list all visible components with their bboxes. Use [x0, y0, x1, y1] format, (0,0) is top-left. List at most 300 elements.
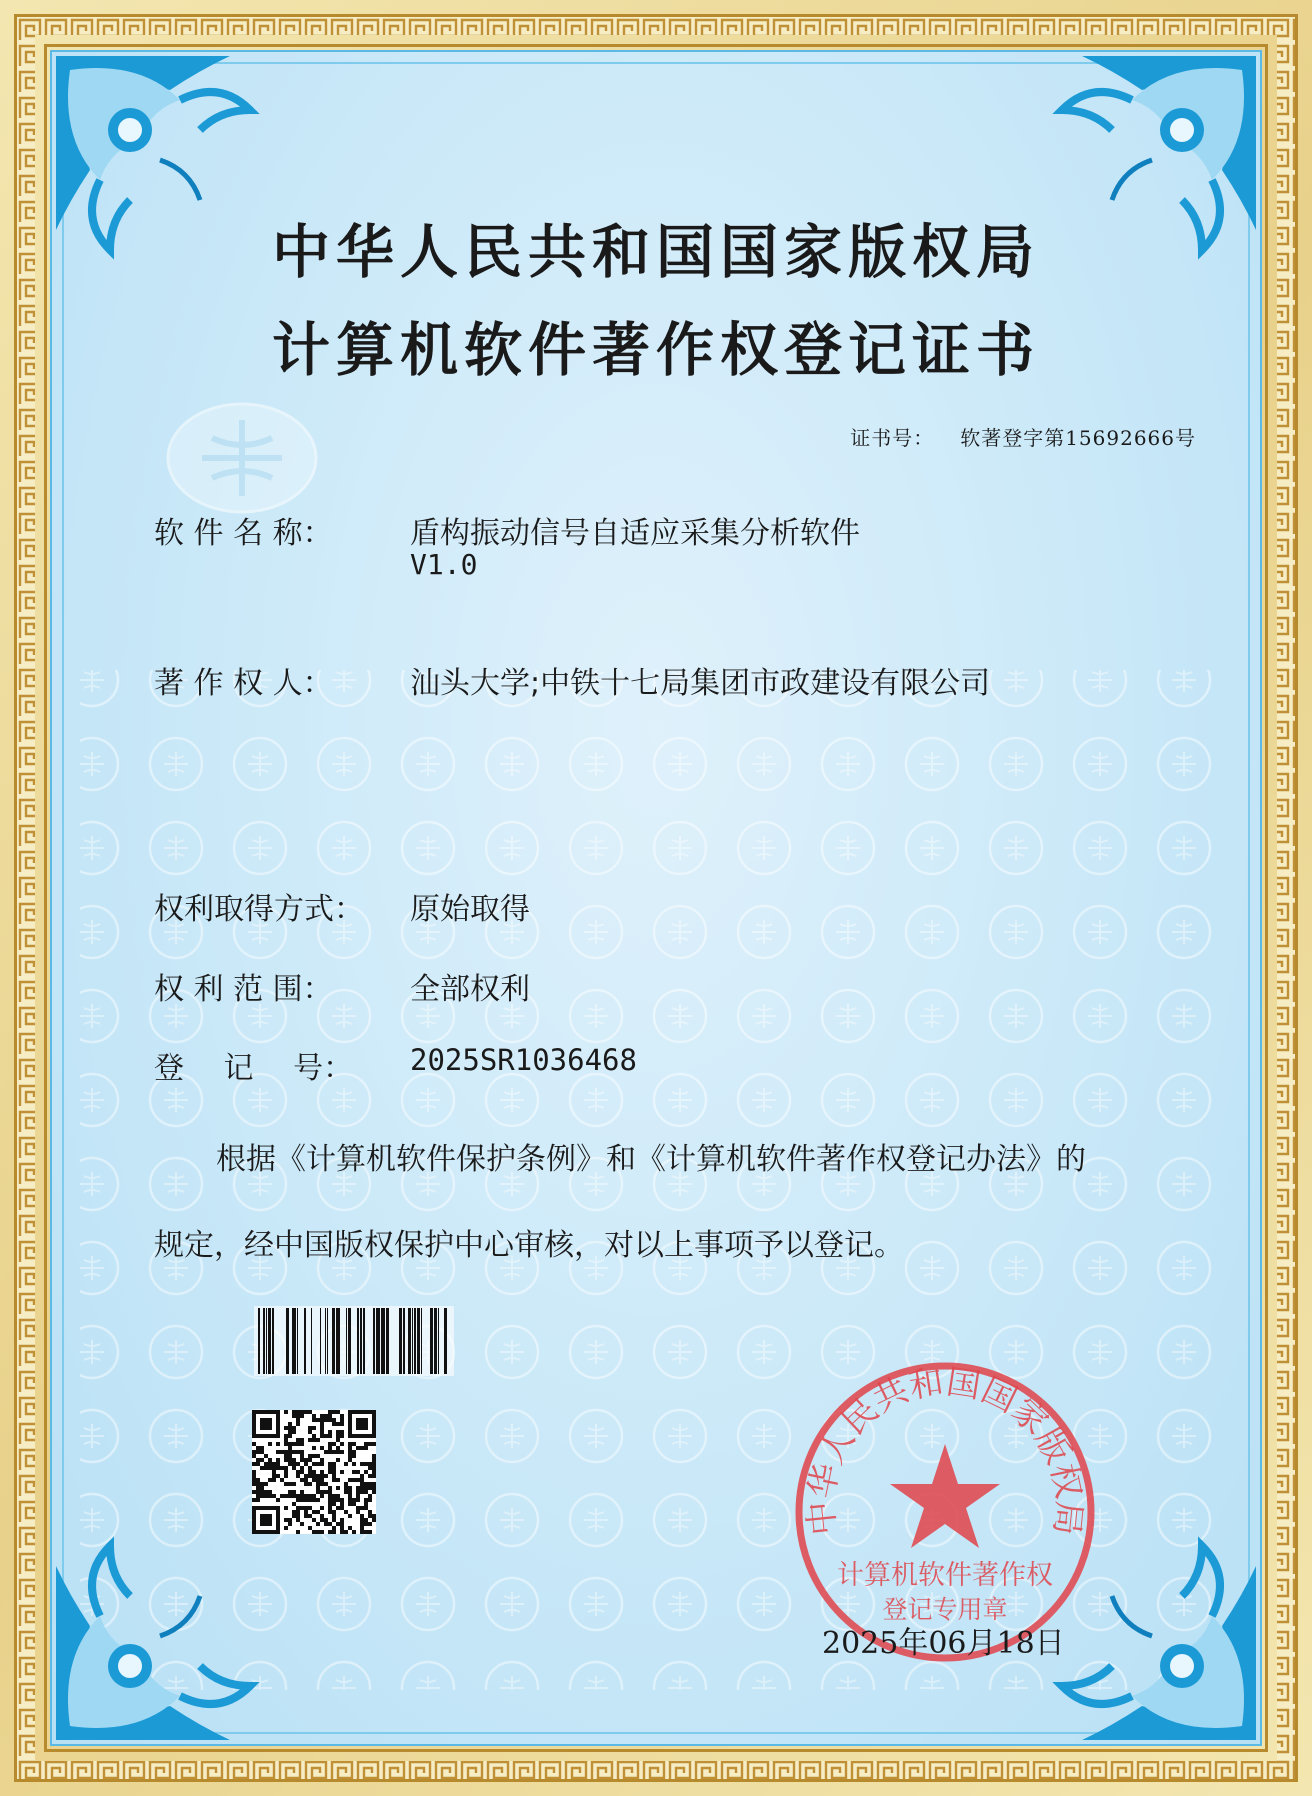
qr-cell: [340, 1506, 344, 1510]
qr-cell: [348, 1502, 352, 1506]
qr-cell: [308, 1410, 312, 1414]
qr-cell: [340, 1502, 344, 1506]
qr-cell: [256, 1450, 260, 1454]
qr-cell: [308, 1506, 312, 1510]
qr-cell: [368, 1442, 372, 1446]
qr-cell: [352, 1462, 356, 1466]
qr-cell: [304, 1482, 308, 1486]
qr-cell: [336, 1494, 340, 1498]
qr-cell: [340, 1442, 344, 1446]
qr-cell: [360, 1526, 364, 1530]
qr-cell: [304, 1458, 308, 1462]
qr-cell: [372, 1454, 376, 1458]
barcode-bar: [360, 1308, 362, 1374]
qr-cell: [328, 1466, 332, 1470]
qr-cell: [372, 1482, 376, 1486]
qr-cell: [308, 1498, 312, 1502]
qr-cell: [256, 1482, 260, 1486]
field-value: 原始取得: [410, 892, 530, 927]
qr-cell: [332, 1518, 336, 1522]
qr-cell: [360, 1514, 364, 1518]
qr-cell: [312, 1510, 316, 1514]
qr-cell: [272, 1462, 276, 1466]
field-value: 汕头大学;中铁十七局集团市政建设有限公司: [410, 666, 991, 701]
qr-cell: [288, 1494, 292, 1498]
qr-cell: [252, 1490, 256, 1494]
barcode-bar: [381, 1308, 385, 1374]
barcode-bar: [268, 1308, 271, 1374]
qr-cell: [344, 1462, 348, 1466]
barcode-bar: [376, 1308, 380, 1374]
barcode-bar: [363, 1308, 365, 1374]
qr-cell: [272, 1466, 276, 1470]
qr-cell: [348, 1454, 352, 1458]
qr-cell: [288, 1446, 292, 1450]
qr-cell: [288, 1450, 292, 1454]
qr-cell: [320, 1506, 324, 1510]
qr-cell: [256, 1498, 260, 1502]
qr-cell: [260, 1482, 264, 1486]
qr-cell: [288, 1518, 292, 1522]
qr-cell: [352, 1502, 356, 1506]
qr-cell: [360, 1506, 364, 1510]
qr-cell: [312, 1434, 316, 1438]
barcode-bar: [373, 1308, 375, 1374]
qr-cell: [360, 1482, 364, 1486]
qr-cell: [256, 1458, 260, 1462]
qr-cell: [296, 1418, 300, 1422]
field-value: 2025SR1036468: [410, 1043, 637, 1077]
qr-cell: [356, 1486, 360, 1490]
qr-cell: [328, 1430, 332, 1434]
qr-cell: [252, 1462, 256, 1466]
qr-cell: [316, 1474, 320, 1478]
qr-cell: [344, 1510, 348, 1514]
qr-cell: [336, 1498, 340, 1502]
field-value: 盾构振动信号自适应采集分析软件: [410, 516, 860, 551]
barcode-bar: [403, 1308, 405, 1374]
qr-cell: [336, 1410, 340, 1414]
qr-cell: [316, 1522, 320, 1526]
qr-cell: [340, 1526, 344, 1530]
qr-cell: [312, 1470, 316, 1474]
qr-cell: [340, 1530, 344, 1534]
barcode-bar: [311, 1308, 312, 1374]
qr-cell: [320, 1470, 324, 1474]
qr-cell: [372, 1514, 376, 1518]
qr-cell: [340, 1450, 344, 1454]
qr-cell: [312, 1454, 316, 1458]
qr-cell: [360, 1478, 364, 1482]
qr-cell: [268, 1490, 272, 1494]
qr-cell: [316, 1490, 320, 1494]
qr-cell: [372, 1442, 376, 1446]
qr-cell: [296, 1506, 300, 1510]
qr-cell: [260, 1486, 264, 1490]
qr-cell: [288, 1426, 292, 1430]
qr-cell: [328, 1418, 332, 1422]
qr-cell: [284, 1518, 288, 1522]
qr-cell: [308, 1494, 312, 1498]
barcode-bar: [408, 1308, 411, 1374]
qr-cell: [280, 1494, 284, 1498]
qr-cell: [308, 1474, 312, 1478]
qr-cell: [252, 1470, 256, 1474]
qr-cell: [332, 1478, 336, 1482]
qr-cell: [276, 1474, 280, 1478]
qr-cell: [324, 1418, 328, 1422]
qr-cell: [296, 1438, 300, 1442]
qr-cell: [268, 1458, 272, 1462]
barcode-bar: [412, 1308, 413, 1374]
qr-cell: [368, 1530, 372, 1534]
qr-cell: [308, 1526, 312, 1530]
qr-cell: [364, 1490, 368, 1494]
qr-cell: [288, 1442, 292, 1446]
qr-cell: [272, 1470, 276, 1474]
qr-cell: [364, 1522, 368, 1526]
qr-cell: [348, 1514, 352, 1518]
qr-cell: [304, 1494, 308, 1498]
qr-cell: [332, 1530, 336, 1534]
qr-cell: [364, 1442, 368, 1446]
qr-cell: [292, 1510, 296, 1514]
qr-cell: [264, 1482, 268, 1486]
qr-cell: [368, 1482, 372, 1486]
qr-cell: [268, 1466, 272, 1470]
qr-cell: [332, 1466, 336, 1470]
qr-cell: [348, 1478, 352, 1482]
qr-cell: [356, 1470, 360, 1474]
qr-cell: [364, 1498, 368, 1502]
qr-cell: [264, 1490, 268, 1494]
qr-cell: [348, 1526, 352, 1530]
qr-cell: [316, 1530, 320, 1534]
qr-cell: [296, 1422, 300, 1426]
qr-cell: [320, 1418, 324, 1422]
qr-cell: [372, 1458, 376, 1462]
qr-cell: [372, 1466, 376, 1470]
qr-cell: [292, 1466, 296, 1470]
qr-cell: [260, 1466, 264, 1470]
qr-cell: [352, 1442, 356, 1446]
barcode-bar: [258, 1308, 260, 1374]
qr-cell: [372, 1470, 376, 1474]
qr-cell: [304, 1478, 308, 1482]
qr-cell: [356, 1510, 360, 1514]
qr-cell: [280, 1466, 284, 1470]
qr-cell: [284, 1482, 288, 1486]
qr-cell: [292, 1414, 296, 1418]
qr-cell: [296, 1470, 300, 1474]
qr-cell: [284, 1450, 288, 1454]
qr-cell: [260, 1458, 264, 1462]
qr-cell: [292, 1450, 296, 1454]
qr-cell: [296, 1414, 300, 1418]
qr-cell: [304, 1506, 308, 1510]
statement-line2: 规定，经中国版权保护中心审核，对以上事项予以登记。: [154, 1228, 904, 1263]
qr-cell: [312, 1494, 316, 1498]
qr-cell: [308, 1426, 312, 1430]
qr-cell: [328, 1494, 332, 1498]
qr-cell: [300, 1458, 304, 1462]
qr-cell: [320, 1518, 324, 1522]
qr-cell: [252, 1450, 256, 1454]
qr-cell: [308, 1458, 312, 1462]
qr-cell: [308, 1438, 312, 1442]
qr-cell: [300, 1450, 304, 1454]
qr-cell: [284, 1426, 288, 1430]
qr-cell: [304, 1410, 308, 1414]
qr-cell: [320, 1462, 324, 1466]
barcode-bar: [325, 1308, 326, 1374]
official-seal-icon: [790, 1352, 1100, 1662]
qr-cell: [360, 1462, 364, 1466]
qr-cell: [264, 1466, 268, 1470]
qr-cell: [352, 1530, 356, 1534]
qr-cell: [344, 1530, 348, 1534]
qr-cell: [356, 1446, 360, 1450]
qr-cell: [336, 1478, 340, 1482]
qr-cell: [328, 1410, 332, 1414]
qr-cell: [272, 1494, 276, 1498]
barcode-bar: [346, 1308, 347, 1374]
barcode-bar: [263, 1308, 265, 1374]
qr-cell: [356, 1498, 360, 1502]
qr-cell: [288, 1422, 292, 1426]
certificate-number: [850, 422, 1196, 451]
barcode-bar: [320, 1308, 321, 1374]
qr-cell: [368, 1466, 372, 1470]
qr-cell: [340, 1518, 344, 1522]
qr-cell: [332, 1502, 336, 1506]
qr-cell: [364, 1486, 368, 1490]
qr-cell: [300, 1470, 304, 1474]
qr-cell: [276, 1466, 280, 1470]
qr-cell: [352, 1498, 356, 1502]
qr-cell: [260, 1490, 264, 1494]
qr-cell: [256, 1462, 260, 1466]
qr-cell: [312, 1438, 316, 1442]
qr-cell: [308, 1514, 312, 1518]
qr-cell: [332, 1470, 336, 1474]
qr-cell: [332, 1450, 336, 1454]
qr-cell: [332, 1526, 336, 1530]
qr-cell: [352, 1470, 356, 1474]
qr-cell: [288, 1462, 292, 1466]
qr-cell: [276, 1498, 280, 1502]
qr-cell: [296, 1410, 300, 1414]
barcode-bar: [266, 1308, 267, 1374]
qr-cell: [288, 1434, 292, 1438]
qr-cell: [328, 1490, 332, 1494]
qr-cell: [316, 1478, 320, 1482]
qr-cell: [304, 1510, 308, 1514]
qr-cell: [284, 1434, 288, 1438]
issue-date: 2025年06月18日: [822, 1626, 1065, 1661]
field-label: 著 作 权 人：: [154, 666, 333, 701]
qr-cell: [284, 1410, 288, 1414]
qr-cell: [348, 1446, 352, 1450]
qr-cell: [312, 1518, 316, 1522]
qr-cell: [328, 1498, 332, 1502]
qr-cell: [336, 1422, 340, 1426]
qr-cell: [328, 1530, 332, 1534]
qr-cell: [316, 1438, 320, 1442]
qr-cell: [296, 1530, 300, 1534]
qr-cell: [252, 1482, 256, 1486]
qr-cell: [372, 1474, 376, 1478]
qr-cell: [348, 1458, 352, 1462]
qr-cell: [300, 1466, 304, 1470]
qr-cell: [288, 1482, 292, 1486]
qr-cell: [372, 1486, 376, 1490]
qr-cell: [316, 1454, 320, 1458]
qr-cell: [276, 1462, 280, 1466]
qr-cell: [292, 1482, 296, 1486]
qr-cell: [320, 1482, 324, 1486]
qr-cell: [320, 1478, 324, 1482]
qr-cell: [356, 1494, 360, 1498]
qr-cell: [300, 1410, 304, 1414]
qr-cell: [324, 1482, 328, 1486]
qr-cell: [336, 1434, 340, 1438]
qr-cell: [348, 1498, 352, 1502]
qr-cell: [284, 1438, 288, 1442]
qr-cell: [300, 1506, 304, 1510]
qr-cell: [332, 1418, 336, 1422]
qr-cell: [336, 1486, 340, 1490]
field-label: 软 件 名 称：: [154, 516, 333, 551]
qr-cell: [288, 1430, 292, 1434]
seal-arc-text: 中华人民共和国国家版权局: [801, 1362, 1089, 1538]
qr-cell: [256, 1478, 260, 1482]
qr-cell: [300, 1478, 304, 1482]
qr-cell: [328, 1462, 332, 1466]
qr-cell: [328, 1442, 332, 1446]
qr-cell: [256, 1490, 260, 1494]
barcode-bar: [386, 1308, 389, 1374]
qr-cell: [312, 1446, 316, 1450]
certificate-title-line2: 计算机软件著作权登记证书: [271, 316, 1040, 384]
qr-cell: [284, 1494, 288, 1498]
barcode-bar: [332, 1308, 335, 1374]
qr-cell: [364, 1518, 368, 1522]
qr-cell: [340, 1434, 344, 1438]
qr-cell: [356, 1490, 360, 1494]
qr-cell: [308, 1470, 312, 1474]
qr-cell: [256, 1486, 260, 1490]
qr-cell: [360, 1486, 364, 1490]
qr-cell: [300, 1522, 304, 1526]
qr-cell: [300, 1454, 304, 1458]
qr-cell: [360, 1518, 364, 1522]
qr-cell: [348, 1490, 352, 1494]
qr-cell: [328, 1470, 332, 1474]
barcode-bar: [430, 1308, 433, 1374]
qr-cell: [336, 1506, 340, 1510]
qr-cell: [292, 1462, 296, 1466]
qr-cell: [300, 1438, 304, 1442]
qr-cell: [300, 1490, 304, 1494]
barcode-bar: [327, 1308, 328, 1374]
qr-cell: [280, 1450, 284, 1454]
qr-cell: [292, 1502, 296, 1506]
qr-cell: [288, 1522, 292, 1526]
qr-cell: [304, 1474, 308, 1478]
qr-cell: [320, 1458, 324, 1462]
qr-cell: [368, 1522, 372, 1526]
qr-cell: [324, 1518, 328, 1522]
qr-cell: [324, 1434, 328, 1438]
qr-cell: [352, 1454, 356, 1458]
qr-cell: [300, 1442, 304, 1446]
qr-cell: [328, 1510, 332, 1514]
qr-cell: [296, 1510, 300, 1514]
qr-cell: [292, 1426, 296, 1430]
qr-cell: [312, 1426, 316, 1430]
qr-cell: [268, 1494, 272, 1498]
barcode-bar: [399, 1308, 402, 1374]
qr-cell: [312, 1474, 316, 1478]
qr-cell: [336, 1458, 340, 1462]
barcode-bar: [348, 1308, 351, 1374]
qr-cell: [336, 1450, 340, 1454]
qr-cell: [344, 1482, 348, 1486]
qr-cell: [304, 1498, 308, 1502]
qr-cell: [284, 1474, 288, 1478]
qr-cell: [340, 1422, 344, 1426]
qr-cell: [264, 1494, 268, 1498]
qr-cell: [264, 1462, 268, 1466]
qr-cell: [368, 1494, 372, 1498]
qr-cell: [276, 1458, 280, 1462]
qr-cell: [356, 1478, 360, 1482]
qr-cell: [252, 1478, 256, 1482]
qr-cell: [324, 1474, 328, 1478]
field-label: 权利取得方式：: [154, 892, 364, 927]
qr-cell: [344, 1490, 348, 1494]
qr-cell: [292, 1458, 296, 1462]
qr-cell: [300, 1498, 304, 1502]
qr-cell: [312, 1462, 316, 1466]
qr-cell: [340, 1498, 344, 1502]
qr-cell: [328, 1522, 332, 1526]
field-value-version: V1.0: [410, 548, 478, 581]
qr-cell: [312, 1478, 316, 1482]
qr-cell: [288, 1490, 292, 1494]
qr-cell: [372, 1462, 376, 1466]
qr-cell: [356, 1506, 360, 1510]
certificate-number-value: 软著登字第15692666号: [960, 426, 1196, 450]
qr-cell: [292, 1410, 296, 1414]
qr-cell: [352, 1478, 356, 1482]
qr-cell: [336, 1522, 340, 1526]
qr-cell: [320, 1430, 324, 1434]
emblem-watermark-icon: [162, 398, 322, 518]
qr-cell: [320, 1422, 324, 1426]
qr-cell: [252, 1498, 256, 1502]
qr-cell: [300, 1494, 304, 1498]
qr-cell: [300, 1414, 304, 1418]
qr-cell: [364, 1462, 368, 1466]
qr-cell: [284, 1466, 288, 1470]
qr-cell: [328, 1450, 332, 1454]
qr-cell: [360, 1446, 364, 1450]
qr-cell: [324, 1450, 328, 1454]
field-value: 全部权利: [410, 972, 530, 1007]
qr-cell: [328, 1446, 332, 1450]
